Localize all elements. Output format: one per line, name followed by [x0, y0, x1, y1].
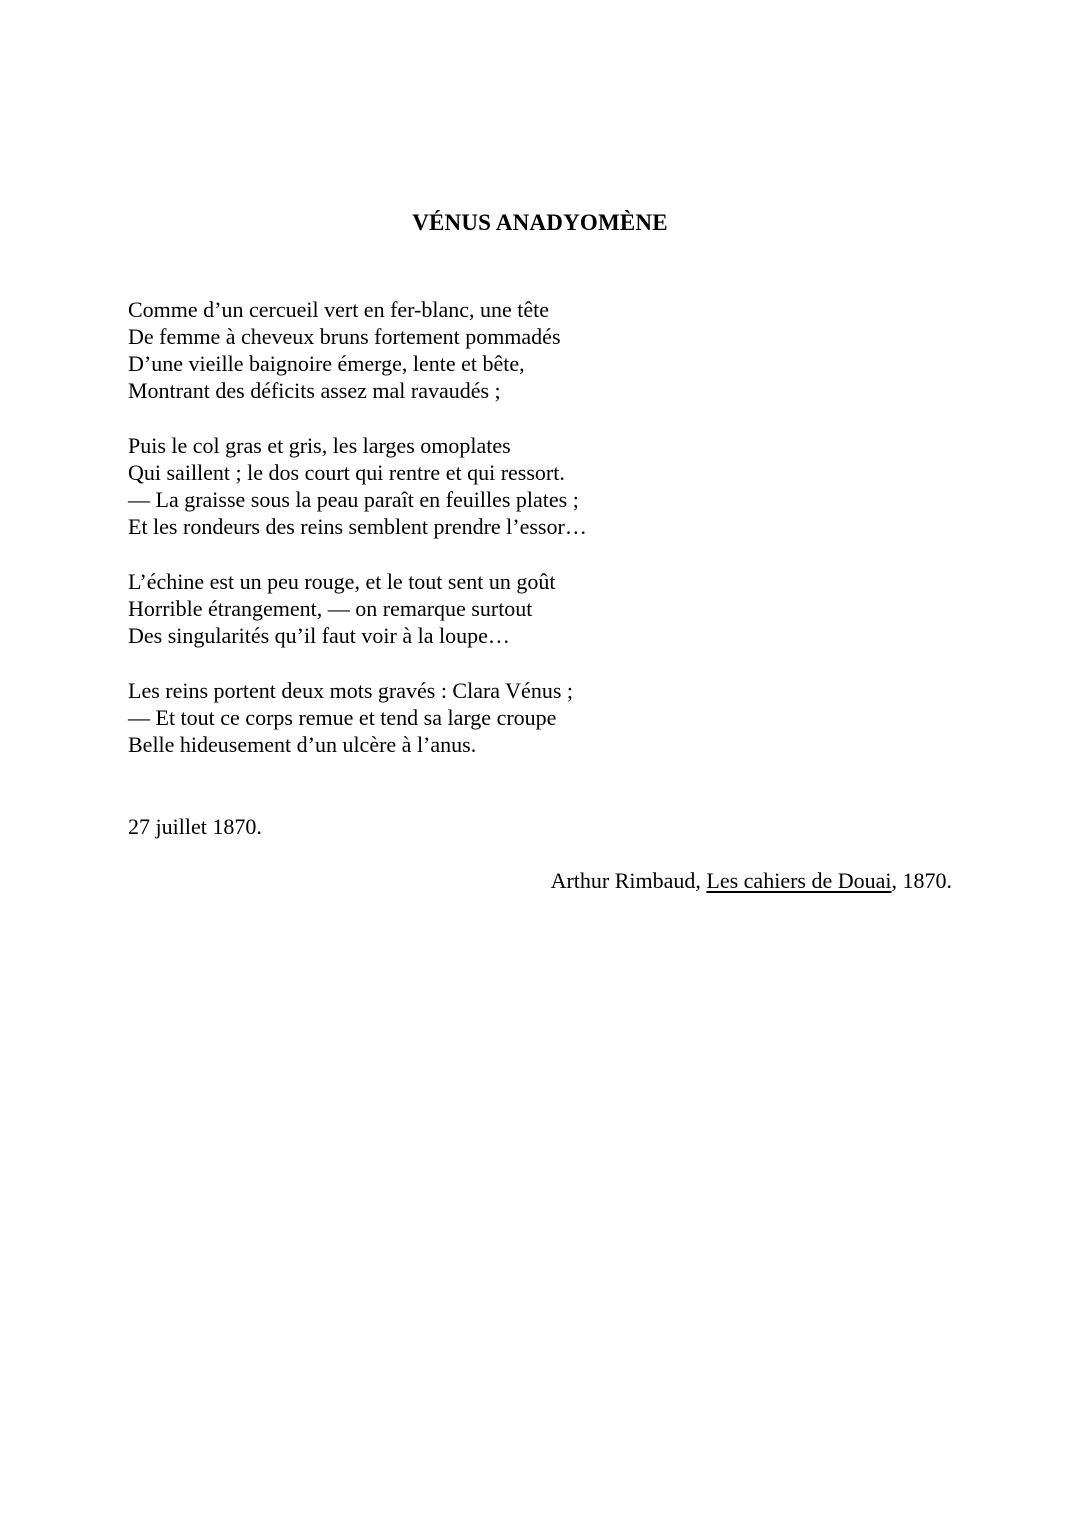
verse-line: Et les rondeurs des reins semblent prendre l’essor…: [128, 514, 587, 539]
verse-line: L’échine est un peu rouge, et le tout sent un goût: [128, 569, 556, 594]
work-title: Les cahiers de Douai: [706, 868, 892, 893]
author-name: Arthur Rimbaud,: [550, 868, 701, 893]
stanza-1: [128, 296, 828, 404]
attribution: [551, 867, 952, 894]
poem-title: VÉNUS ANADYOMÈNE: [412, 210, 668, 235]
verse-line: Les reins portent deux mots gravés : Clara Vénus ;: [128, 678, 573, 703]
poem-date: 27 juillet 1870.: [128, 814, 262, 839]
verse-line: D’une vieille baignoire émerge, lente et bête,: [128, 351, 525, 376]
verse-line: Belle hideusement d’un ulcère à l’anus.: [128, 732, 477, 757]
verse-line: Comme d’un cercueil vert en fer-blanc, une tête: [128, 297, 550, 322]
verse-line: De femme à cheveux bruns fortement pommadés: [128, 324, 561, 349]
verse-line: — La graisse sous la peau paraît en feuilles plates ;: [128, 487, 579, 512]
verse-line: Qui saillent ; le dos court qui rentre et qui ressort.: [128, 460, 565, 485]
publication-year: , 1870.: [891, 868, 952, 893]
stanza-3: [128, 568, 828, 649]
verse-line: Puis le col gras et gris, les larges omoplates: [128, 433, 511, 458]
verse-line: Horrible étrangement, — on remarque surtout: [128, 596, 533, 621]
stanza-4: [128, 677, 828, 758]
verse-line: Des singularités qu’il faut voir à la loupe…: [128, 623, 510, 648]
stanza-2: [128, 432, 828, 540]
verse-line: Montrant des déficits assez mal ravaudés ;: [128, 378, 501, 403]
verse-line: — Et tout ce corps remue et tend sa large croupe: [128, 705, 557, 730]
